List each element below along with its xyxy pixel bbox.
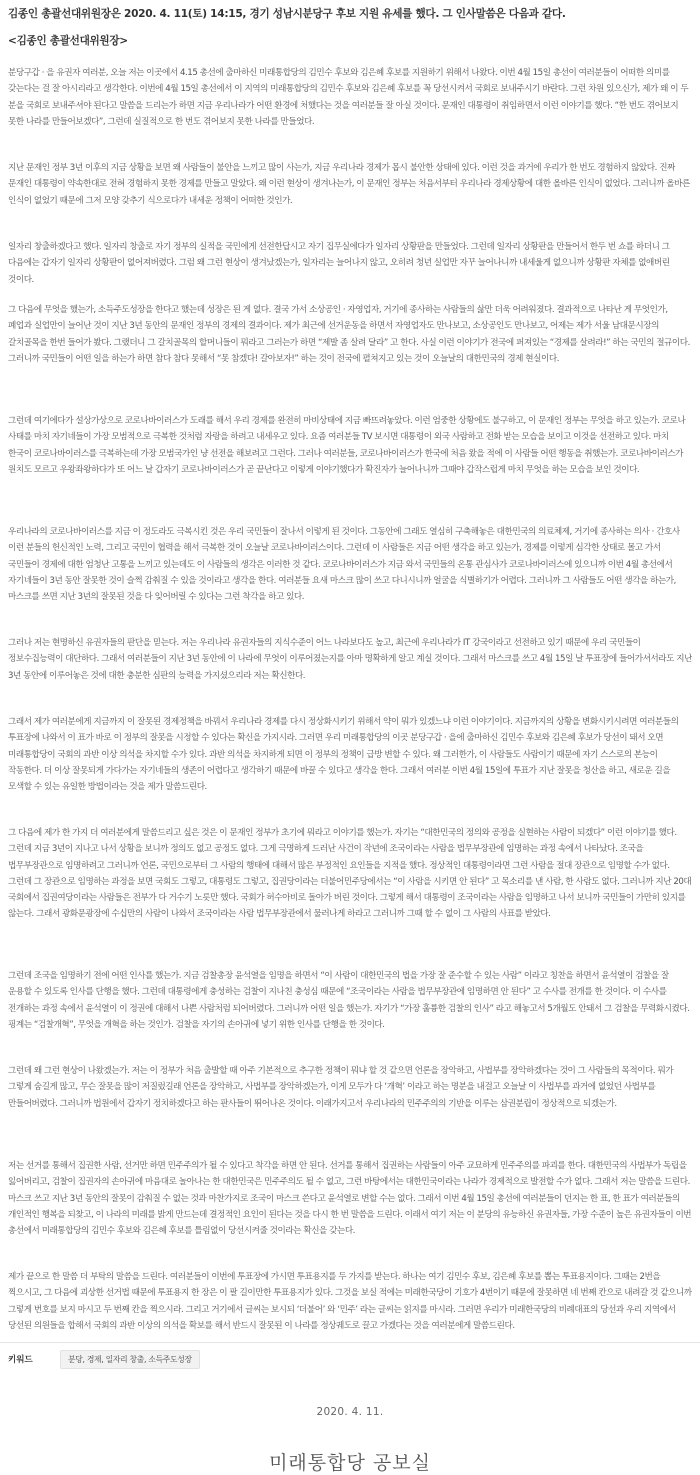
paragraph-10: 그런데 조국을 임명하기 전에 어떤 인사를 했는가. 지금 검찰총장 윤석열을 임명을 하면서 “이 사람이 대한민국의 법을 가장 잘 준수할 수 있는 사람” 이라고 칭찬을 하면서 윤석열이 검찰을 잘 운용할 수 있도록 인사를 단행을 했다. 그런데 대통령에게 충성하는 검찰이 지나친 충성심 때문에 “조국이라는 사람을 법무부장관에 임명하면 안 된다” 고 수사를 전개를 한 것이다. 이 수사를 전개하는 과정 속에서 윤석열이 이 정권에 대해서 나쁜 사람처럼 되어버렸다. 그러니까 어떤 일을 했는가. 자기가 “가장 훌륭한 검찰의 인사” 라고 해놓고서 5개월도 안돼서 그 검찰을 무력화시켰다. 핑계는 “검찰개혁”, 무엇을 개혁을 하는 것인가. 검찰을 자기의 손아귀에 넣기 위한 인사를 단행을 한 것이다.: [8, 971, 690, 1030]
paragraph-5: 그런데 여기에다가 설상가상으로 코로나바이러스가 도래를 해서 우리 경제를 완전히 마비상태에 지금 빠뜨려놓았다. 이런 엄중한 상황에도 불구하고, 이 문재인 정부는 무엇을 하고 있는가. 코로나 사태를 마치 자기네들이 가장 모범적으로 극복한 것처럼 자랑을 하려고 내세우고 있다. 요즘 여러분들 TV 보시면 대통령이 외국 사람하고 전화 받는 모습을 보이고 이것을 선전하고 있다. 마치 한국이 코로나바이러스를 극복하는데 가장 모범국가인 냥 선전을 해보려고 그런다. 그러나 여러분들, 코로나바이러스가 한국에 처음 왔을 적에 이 사람들 어떤 행동을 취했는가. 코로나바이러스가 원치도 모르고 우왕좌왕하다가 또 어느 날 갑자기 코로나바이러스가 곧 끝난다고 이렇게 이야기했다가 확진자가 늘어나니까 그때야 갑작스럽게 마치 무엇을 하는 모습을 보인 것이다.: [8, 416, 686, 475]
paragraph-12: 저는 선거를 통해서 집권한 사람, 선거만 하면 민주주의가 될 수 있다고 착각을 하면 안 된다. 선거를 통해서 집권하는 사람들이 아주 교묘하게 민주주의를 파괴를 한다. 대한민국의 사법부가 독립을 잃어버리고, 검찰이 집권자의 손아귀에 마음대로 놀아나는 한 대한민국은 민주주의도 될 수 없고, 그런 바탕에서는 대한민국이라는 나라가 경제적으로 발전할 수가 없다. 그래서 저는 말씀을 드린다. 마스크 쓰고 지난 3년 동안의 잘못이 감춰질 수 없는 것과 마찬가지로 조국이 마스크 쓴다고 윤석열로 변할 수는 없다. 그래서 이번 4월 15일 총선에 여러분들이 던지는 한 표, 한 표가 여러분들의 개인적인 행복을 되찾고, 이 나라의 미래를 밝게 만드는데 결정적인 요인이 된다는 것을 다시 한 번 말씀을 드린다. 이래서 여기 저는 이 분당의 유능하신 유권자들, 가장 수준이 높은 유권자들이 이번 총선에서 미래통합당의 김민수 후보와 김은혜 후보를 틀림없이 당선시켜줄 것이라는 확신을 갖는다.: [8, 1161, 692, 1237]
issuer: 미래통합당 공보실: [269, 1452, 431, 1474]
paragraph-9: 그 다음에 제가 한 가지 더 여러분에게 말씀드리고 싶은 것은 이 문재인 정부가 초기에 뭐라고 이야기를 했는가. 자기는 “대한민국의 정의와 공정을 실현하는 사람이 되겠다” 이런 이야기를 했다. 그런데 지금 3년이 지나고 나서 상황을 보니까 정의도 없고 공정도 없다. 그게 극명하게 드러난 사건이 작년에 조국이라는 사람을 법무부장관에 임명하는 과정 속에서 나타났다. 조국을 법무부장관으로 임명하려고 그러니까 언론, 국민으로부터 그 사람의 행태에 대해서 많은 부정적인 요인들을 지적을 했다. 정상적인 대통령이라면 그런 사람을 절대 장관으로 임명할 수가 없다. 그런데 그 장관으로 임명하는 과정을 보면 국회도 그렇고, 대통령도 그렇고, 집권당이라는 더불어민주당에서는 “이 사람을 시키면 안 된다” 고 목소리를 낸 사람, 한 사람도 없다. 그러니까 지난 20대 국회에서 집권여당이라는 사람들은 전부가 다 거수기 노릇만 했다. 국회가 허수아비로 돌아가 버린 것이다. 그렇게 해서 대통령이 조국이라는 사람을 임명하고 나서 보니까 국민들이 가만히 있지를 않는다. 그래서 광화문광장에 수십만의 사람이 나와서 조국이라는 사람 법무부장관에서 물러나게 하라고 그러니까 그때 할 수 없이 그 사람의 사표를 받았다.: [8, 828, 692, 920]
paragraph-6: 우리나라의 코로나바이러스를 지금 이 정도라도 극복시킨 것은 우리 국민들이 잘나서 이렇게 된 것이다. 그동안에 그래도 열심히 구축해놓은 대한민국의 의료체제, 거기에 종사하는 의사 · 간호사 이런 분들의 헌신적인 노력, 그리고 국민이 협력을 해서 극복한 것이 오늘날 코로나바이러스이다. 그런데 이 사람들은 지금 어떤 생각을 하고 있는가, 경제를 이렇게 심각한 상태로 몰고 가서 국민들이 경제에 대한 엄청난 고통을 느끼고 있는데도 이 사람들의 생각은 이러한 것 같다. 코로나바이러스가 지금 와서 국민들의 온통 관심사가 코로나바이러스에 있으니까 이번 4월 총선에서 자기네들이 3년 동안 잘못한 것이 슬쩍 감춰질 수 있을 것이라고 생각을 한다. 여러분들 요새 마스크 많이 쓰고 다니시니까 얼굴을 식별하기가 어렵다. 그러니까 그 사람들도 어떤 생각을 하는가, 마스크를 쓰면 지난 3년의 잘못된 것을 다 잊어버릴 수 있다는 그런 착각을 하고 있다.: [8, 527, 680, 603]
headline: 김종인 총괄선대위원장은 2020. 4. 11(토) 14:15, 경기 성남시분당구 후보 지원 유세를 했다. 그 인사말씀은 다음과 같다.: [8, 8, 566, 20]
release-date: 2020. 4. 11.: [316, 1406, 384, 1418]
keyword-tag[interactable]: 분당, 경제, 일자리 창출, 소득주도성장: [60, 1350, 200, 1369]
keyword-bar: [0, 1342, 700, 1377]
speaker-heading: <김종인 총괄선대위원장>: [8, 35, 128, 47]
press-release: [8, 6, 692, 1475]
paragraph-13: 제가 끝으로 한 말씀 더 부탁의 말씀을 드린다. 여러분들이 이번에 투표장에 가시면 투표용지를 두 가지를 받는다. 하나는 여기 김민수 후보, 김은혜 후보를 뽑는 투표용지이다. 그때는 2번을 찍으시고, 그 다음에 괴상한 선거법 때문에 투표용지 한 장은 이 팔 길이만한 투표용지가 있다. 그것을 보실 적에는 미래한국당이 기호가 4번이기 때문에 잘못하면 네 번째 칸으로 내려갈 것 같으니까 그렇게 번호를 보지 마시고 두 번째 칸을 찍으시라. 그리고 거기에서 글씨는 보시되 ‘더불어’ 와 ‘민주’ 라는 글씨는 읽지를 마시라. 그러면 우리가 미래한국당의 비례대표의 당선과 우리 지역에서 당선된 의원들을 합해서 국회의 과반 이상의 의석을 확보를 해서 반드시 잘못된 이 나라를 정상궤도로 끌고 가겠다는 것을 여러분에게 말씀드린다.: [8, 1272, 692, 1331]
paragraph-3: 일자리 창출하겠다고 했다. 일자리 창출로 자기 정부의 실적을 국민에게 선전한답시고 자기 집무실에다가 일자리 상황판을 만들었다. 그런데 일자리 상황판을 만들어서 한두 번 쇼를 하더니 그 다음에는 갑자기 일자리 상황판이 없어져버렸다. 그럼 왜 그런 현상이 생겨났겠는가, 일자리는 늘어나지 않고, 오히려 청년 실업만 자꾸 늘어나니까 내세울게 없으니까 상황판 자체를 없애버린 것이다.: [8, 242, 670, 285]
paragraph-7: 그러나 저는 현명하신 유권자들의 판단을 믿는다. 저는 우리나라 유권자들의 지식수준이 어느 나라보다도 높고, 최근에 우리나라가 IT 강국이라고 선전하고 있기 때문에 우리 국민들이 정보수집능력이 대단하다. 그래서 여러분들이 지난 3년 동안에 이 나라에 무엇이 이루어졌는지를 아마 명확하게 알고 계실 것이다. 그래서 마스크를 쓰고 4월 15일 날 투표장에 들어가셔서라도 지난 3년 동안에 이루어놓은 것에 대한 충분한 심판의 능력을 가지셨으리라 저는 확신한다.: [8, 638, 692, 681]
paragraph-8: 그래서 제가 여러분에게 지금까지 이 잘못된 경제정책을 바꿔서 우리나라 경제를 다시 정상화시키기 위해서 약이 뭐가 있겠느냐 이런 이야기이다. 지금까지의 상황을 변화시키시려면 여러분들의 투표장에 나와서 이 표가 바로 이 정부의 잘못을 시정할 수 있다는 확신을 가지시라. 그러면 우리 미래통합당의 이곳 분당구갑 · 을에 출마하신 김민수 후보와 김은혜 후보가 당선이 돼서 오면 미래통합당이 국회의 과반 이상 의석을 차지할 수가 있다. 과반 의석을 차지하게 되면 이 정부의 정책이 급방 변할 수 있다. 왜 그러한가, 이 사람들도 사람이기 때문에 자기 스스로의 본능이 작동한다. 더 이상 잘못되게 가다가는 자기네들의 생존이 어렵다고 생각하기 때문에 바꿀 수 있다고 생각을 한다. 그래서 여러분 이번 4월 15일에 투표가 지난 잘못을 청산을 하고, 새로운 길을 모색할 수 있는 유일한 방법이라는 것을 제가 말씀드린다.: [8, 717, 679, 793]
paragraph-1: 분당구갑 · 을 유권자 여러분, 오늘 저는 이곳에서 4.15 총선에 출마하신 미래통합당의 김민수 후보와 김은혜 후보를 지원하기 위해서 나왔다. 이번 4월 15일 총선이 여러분들이 어떠한 의미를 갖는다는 걸 잘 아시리라고 생각한다. 이번에 4월 15일 총선에서 이 지역의 미래통합당의 김민수 후보와 김은혜 후보를 꼭 당선시켜서 국회로 보내주시기 바란다. 그런 차원 있으신가, 제가 왜 이 두 분을 국회로 보내주셔야 된다고 말씀을 드리는가 하면 지금 우리나라가 어떤 환경에 처했다는 것을 여러분들 잘 아실 것이다. 문재인 대통령이 취임하면서 이런 이야기를 했다. “한 번도 겪어보지 못한 나라를 만들어보겠다”, 그런데 실질적으로 한 번도 겪어보지 못한 나라를 만들었다.: [8, 68, 689, 127]
paragraph-11: 그런데 왜 그런 현상이 나왔겠는가. 저는 이 정부가 처음 출발할 때 아주 기본적으로 추구한 정책이 뭐냐 할 것 같으면 언론을 장악하고, 사법부를 장악하겠다는 것이 그 사람들의 목적이다. 뭐가 그렇게 숨길게 많고, 무슨 잘못을 많이 저질렀길래 언론을 장악하고, 사법부를 장악하겠는가, 이게 모두가 다 ‘개혁’ 이라고 하는 명분을 내걸고 오늘날 이 사법부를 과거에 없었던 사법부를 만들어버렸다. 그러니까 법원에서 갑자기 정치하겠다고 하는 판사들이 뛰어나온 것이다. 이래가지고서 우리나라의 민주주의의 기반을 이루는 삼권분립이 정상적으로 되겠는가.: [8, 1066, 674, 1109]
keyword-label: 키워드: [8, 1355, 33, 1365]
paragraph-2: 지난 문재인 정부 3년 이후의 지금 상황을 보면 왜 사람들이 불안을 느끼고 많이 사는가, 지금 우리나라 경제가 몹시 불안한 상태에 있다. 이런 것을 과거에 우리가 한 번도 경험하지 않았다. 진짜 문재인 대통령이 약속한대로 전혀 경험하지 못한 경제를 만들고 말았다. 왜 이런 현상이 생겨나는가, 이 문재인 정부는 처음서부터 우리나라 경제상황에 대한 올바른 인식이 없었다. 그러니까 올바른 인식이 없었기 때문에 그저 모양 갖추기 식으로다가 내세운 정책이 어떠한 것인가.: [8, 163, 690, 206]
paragraph-4: 그 다음에 무엇을 했는가, 소득주도성장을 한다고 했는데 성장은 된 게 없다. 결국 가서 소상공인 · 자영업자, 거기에 종사하는 사람들의 삶만 더욱 어려워졌다. 결과적으로 나타난 게 무엇인가, 폐업과 실업만이 늘어난 것이 지난 3년 동안의 문재인 정부의 경제의 결과이다. 제가 최근에 선거운동을 하면서 자영업자도 만나보고, 소상공인도 만나보고, 어제는 제가 서울 남대문시장의 갈치골목을 한번 들어가 봤다. 그랬더니 그 갈치골목의 할머니들이 뭐라고 그러는가 하면 “제발 좀 살려 달라” 고 한다. 사실 이런 이야기가 전국에 퍼져있는 “경제를 살려라!” 하는 국민의 절규이다. 그러니까 국민들이 어떤 일을 하는가 하면 참다 참다 못해서 “못 참겠다! 갈아보자!” 하는 것이 전국에 펼쳐지고 있는 것이 오늘날의 대한민국의 경제 현실이다.: [8, 305, 690, 364]
